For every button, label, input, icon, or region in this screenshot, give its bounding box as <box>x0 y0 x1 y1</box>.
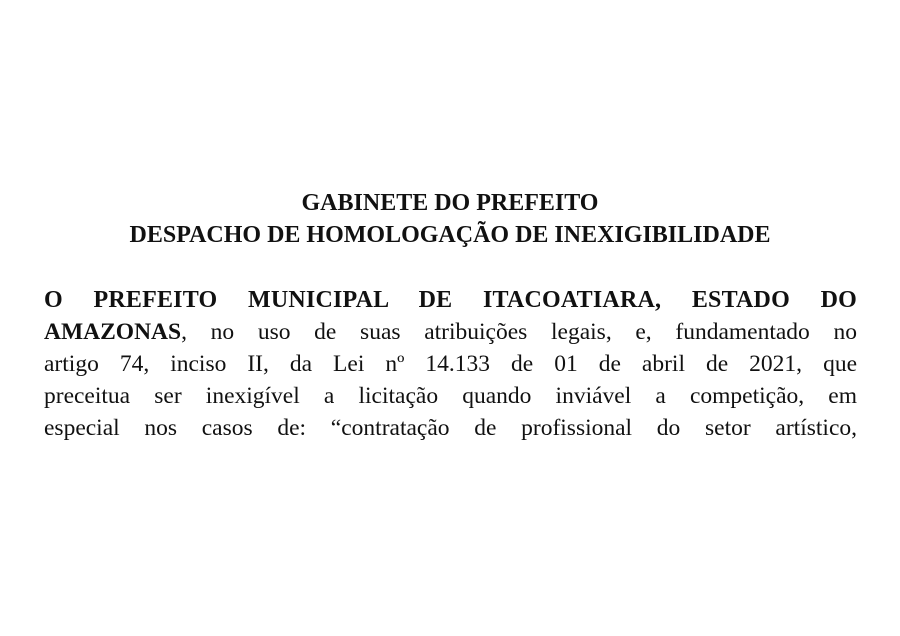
paragraph-line-1: O PREFEITO MUNICIPAL DE ITACOATIARA, ESTADO DO <box>44 287 857 313</box>
paragraph-line-5: especial nos casos de: “contratação de profissional do setor artístico, <box>44 415 857 441</box>
paragraph-line-2-rest: , no uso de suas atribuições legais, e, fundamentado no <box>181 319 857 345</box>
state-name-bold: AMAZONAS <box>44 319 182 345</box>
body-paragraph <box>44 284 857 444</box>
paragraph-line-3: artigo 74, inciso II, da Lei nº 14.133 de 01 de abril de 2021, que <box>44 351 857 377</box>
dispatch-title: DESPACHO DE HOMOLOGAÇÃO DE INEXIGIBILIDADE <box>129 222 771 248</box>
office-heading: GABINETE DO PREFEITO <box>301 190 599 216</box>
paragraph-line-2 <box>44 316 857 348</box>
paragraph-line-4: preceitua ser inexigível a licitação quando inviável a competição, em <box>44 383 857 409</box>
